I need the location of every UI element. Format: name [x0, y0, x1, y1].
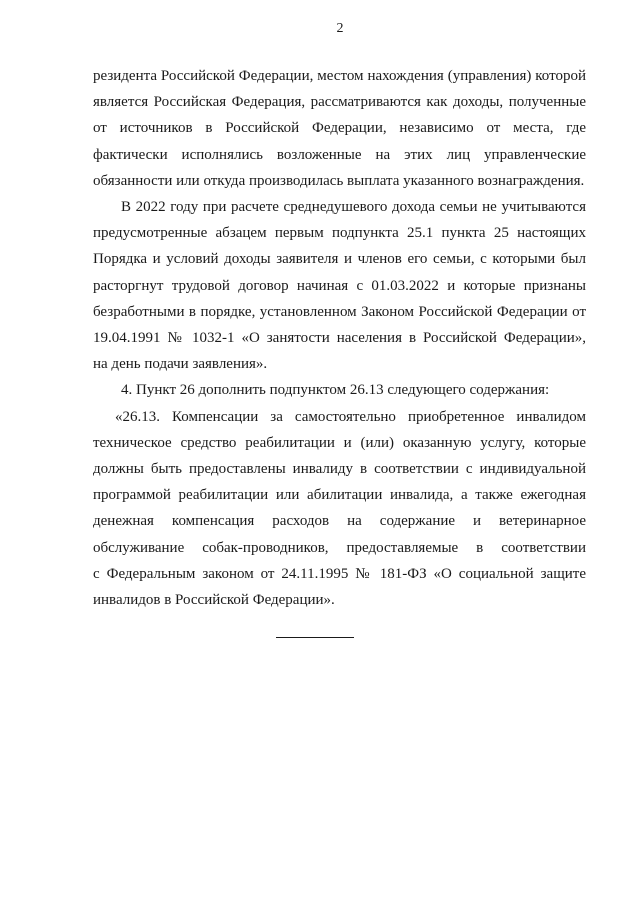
text-line: предусмотренные абзацем первым подпункта 25.1 пункта 25 настоящих	[93, 225, 586, 242]
text-line: резидента Российской Федерации, местом нахождения (управления) которой	[93, 68, 586, 84]
paragraph-2022-income-exclusion	[93, 194, 586, 377]
paragraph-item-4	[93, 377, 586, 403]
text-line: фактически исполнялись возложенные на этих лиц управленческие	[93, 146, 586, 163]
text-line: обслуживание собак-проводников, предоставляемые в соответствии	[93, 539, 586, 556]
text-line: 19.04.1991 № 1032-1 «О занятости населения в Российской Федерации»,	[93, 330, 586, 347]
text-line: Порядка и условий доходы заявителя и членов его семьи, с которыми был	[93, 251, 586, 268]
text-line: «26.13. Компенсации за самостоятельно приобретенное инвалидом	[115, 408, 586, 425]
page-number: 2	[336, 21, 344, 36]
text-line: с Федеральным законом от 24.11.1995 № 181-ФЗ «О социальной защите	[93, 565, 586, 582]
text-line: безработными в порядке, установленном Законом Российской Федерации от	[93, 303, 586, 320]
text-line: является Российская Федерация, рассматриваются как доходы, полученные	[93, 94, 586, 111]
text-line: 4. Пункт 26 дополнить подпунктом 26.13 следующего содержания:	[121, 382, 550, 399]
text-line: от источников в Российской Федерации, независимо от места, где	[93, 120, 586, 137]
text-line: программой реабилитации или абилитации инвалида, а также ежегодная	[93, 487, 586, 504]
text-line: денежная компенсация расходов на содержание и ветеринарное	[93, 513, 586, 530]
text-line: техническое средство реабилитации и (или) оказанную услугу, которые	[93, 434, 586, 451]
text-line: инвалидов в Российской Федерации».	[93, 592, 335, 609]
text-line: обязанности или откуда производилась выплата указанного вознаграждения.	[93, 172, 585, 189]
paragraph-income-sources	[93, 63, 586, 194]
end-separator-line	[276, 637, 354, 638]
document-body	[93, 63, 586, 613]
text-line: на день подачи заявления».	[93, 356, 268, 373]
text-line: расторгнут трудовой договор начиная с 01.03.2022 и которые признаны	[93, 277, 586, 294]
text-line: В 2022 году при расчете среднедушевого дохода семьи не учитываются	[121, 199, 586, 216]
text-line: должны быть предоставлены инвалиду в соответствии с индивидуальной	[93, 461, 586, 478]
paragraph-subitem-26-13	[93, 404, 586, 614]
